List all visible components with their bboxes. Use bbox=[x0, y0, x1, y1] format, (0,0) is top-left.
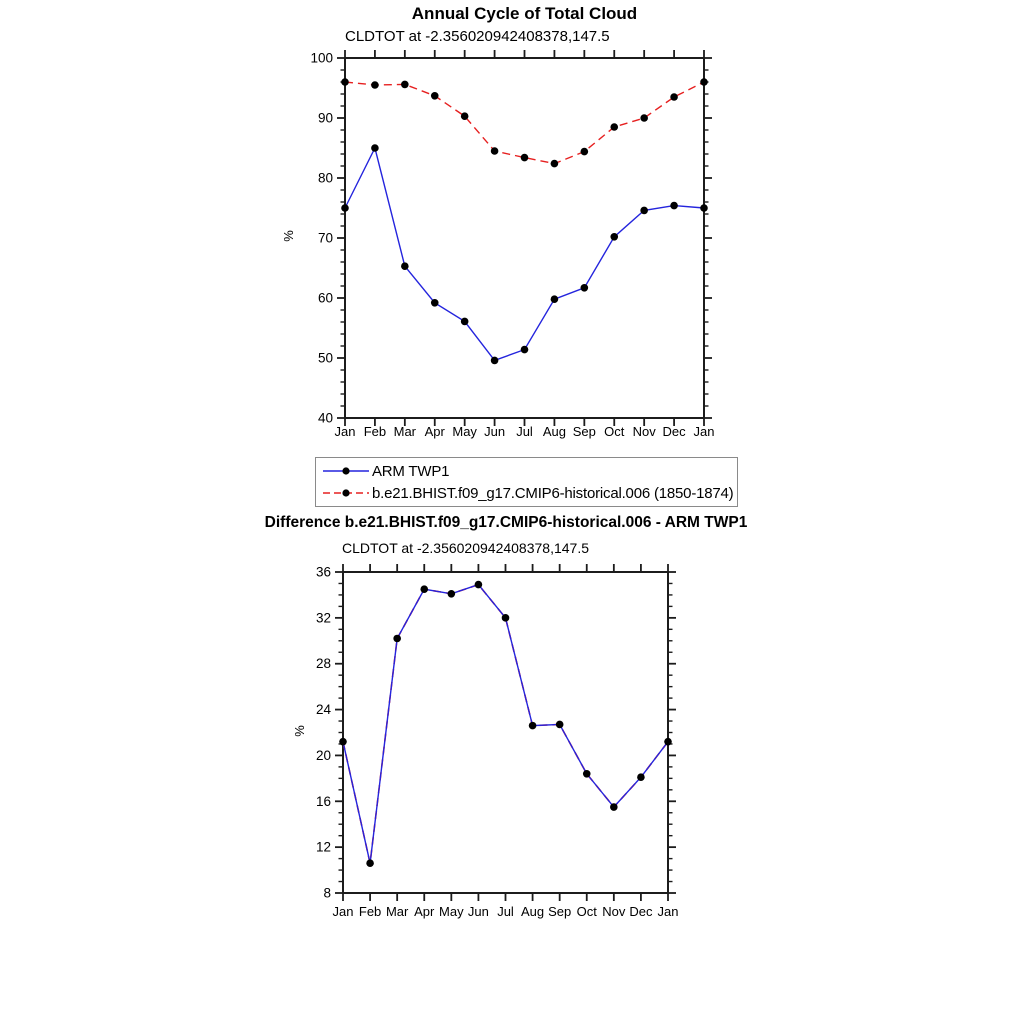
x-tick-label: Dec bbox=[629, 904, 653, 919]
y-tick-label: 8 bbox=[323, 885, 331, 901]
y-tick-label: 40 bbox=[317, 410, 333, 426]
bottom-chart-subtitle: CLDTOT at -2.356020942408378,147.5 bbox=[342, 540, 590, 556]
top-chart-title: Annual Cycle of Total Cloud bbox=[411, 4, 638, 23]
top-chart-subtitle: CLDTOT at -2.356020942408378,147.5 bbox=[345, 28, 610, 45]
x-tick-label: Aug bbox=[542, 424, 566, 439]
y-tick-label: 24 bbox=[315, 702, 331, 718]
x-tick-label: Mar bbox=[393, 424, 417, 439]
x-tick-label: May bbox=[439, 904, 464, 919]
bottom-chart-title: Difference b.e21.BHIST.f09_g17.CMIP6-historical.006 - ARM TWP1 bbox=[264, 514, 748, 531]
x-tick-label: Oct bbox=[576, 904, 597, 919]
y-tick-label: 60 bbox=[317, 290, 333, 306]
legend-label-model: b.e21.BHIST.f09_g17.CMIP6-historical.006 (1850-1874) bbox=[372, 484, 734, 502]
series-line-difference bbox=[343, 585, 668, 864]
x-tick-label: Nov bbox=[602, 904, 626, 919]
series-line-arm-twp1 bbox=[345, 148, 704, 360]
x-tick-label: Jan bbox=[657, 904, 679, 919]
legend-item-model bbox=[322, 482, 733, 504]
series-markers bbox=[341, 144, 708, 364]
x-tick-label: Sep bbox=[548, 904, 572, 919]
series-markers bbox=[339, 581, 672, 867]
legend-item-arm-twp1 bbox=[322, 460, 733, 482]
top-chart-plot bbox=[281, 50, 714, 439]
y-tick-label: 70 bbox=[317, 230, 333, 246]
y-tick-label: 50 bbox=[317, 350, 333, 366]
x-tick-label: Dec bbox=[662, 424, 686, 439]
x-tick-label: Apr bbox=[414, 904, 435, 919]
axis-box bbox=[345, 58, 704, 418]
legend-box bbox=[315, 457, 738, 507]
x-tick-label: Jul bbox=[516, 424, 533, 439]
x-tick-label: Nov bbox=[632, 424, 656, 439]
blue-solid-line-sample-icon bbox=[322, 463, 370, 479]
bottom-chart-plot bbox=[292, 564, 678, 919]
x-tick-label: Feb bbox=[363, 424, 387, 439]
y-axis-title: % bbox=[281, 230, 296, 242]
x-tick-label: Jan bbox=[332, 904, 354, 919]
series-markers bbox=[341, 78, 708, 167]
x-tick-label: May bbox=[452, 424, 477, 439]
y-tick-label: 28 bbox=[315, 656, 331, 672]
x-tick-label: Feb bbox=[358, 904, 382, 919]
y-tick-label: 32 bbox=[315, 610, 331, 626]
x-tick-label: Oct bbox=[604, 424, 625, 439]
x-tick-label: Jan bbox=[334, 424, 356, 439]
y-tick-label: 12 bbox=[315, 839, 331, 855]
x-tick-label: Aug bbox=[521, 904, 545, 919]
x-tick-label: Jul bbox=[497, 904, 514, 919]
series-underlay-line bbox=[343, 585, 668, 864]
axis-tick-labels bbox=[310, 51, 714, 440]
y-tick-label: 80 bbox=[317, 170, 333, 186]
x-tick-label: Jun bbox=[467, 904, 489, 919]
legend-label-arm-twp1: ARM TWP1 bbox=[372, 462, 450, 480]
x-tick-label: Jan bbox=[693, 424, 715, 439]
y-tick-label: 36 bbox=[315, 564, 331, 580]
x-tick-label: Apr bbox=[424, 424, 445, 439]
y-tick-label: 90 bbox=[317, 110, 333, 126]
x-tick-label: Jun bbox=[484, 424, 506, 439]
red-dashed-line-sample-icon bbox=[322, 485, 370, 501]
y-tick-label: 16 bbox=[315, 793, 331, 809]
x-tick-label: Mar bbox=[385, 904, 409, 919]
y-axis-title: % bbox=[292, 725, 307, 737]
y-tick-label: 100 bbox=[310, 50, 333, 66]
x-tick-label: Sep bbox=[572, 424, 596, 439]
y-tick-label: 20 bbox=[315, 747, 331, 763]
axis-ticks bbox=[337, 50, 712, 426]
series-line-b-e21-bhist-f09-g17-cmip6-historical-006-1850-1874- bbox=[345, 82, 704, 164]
